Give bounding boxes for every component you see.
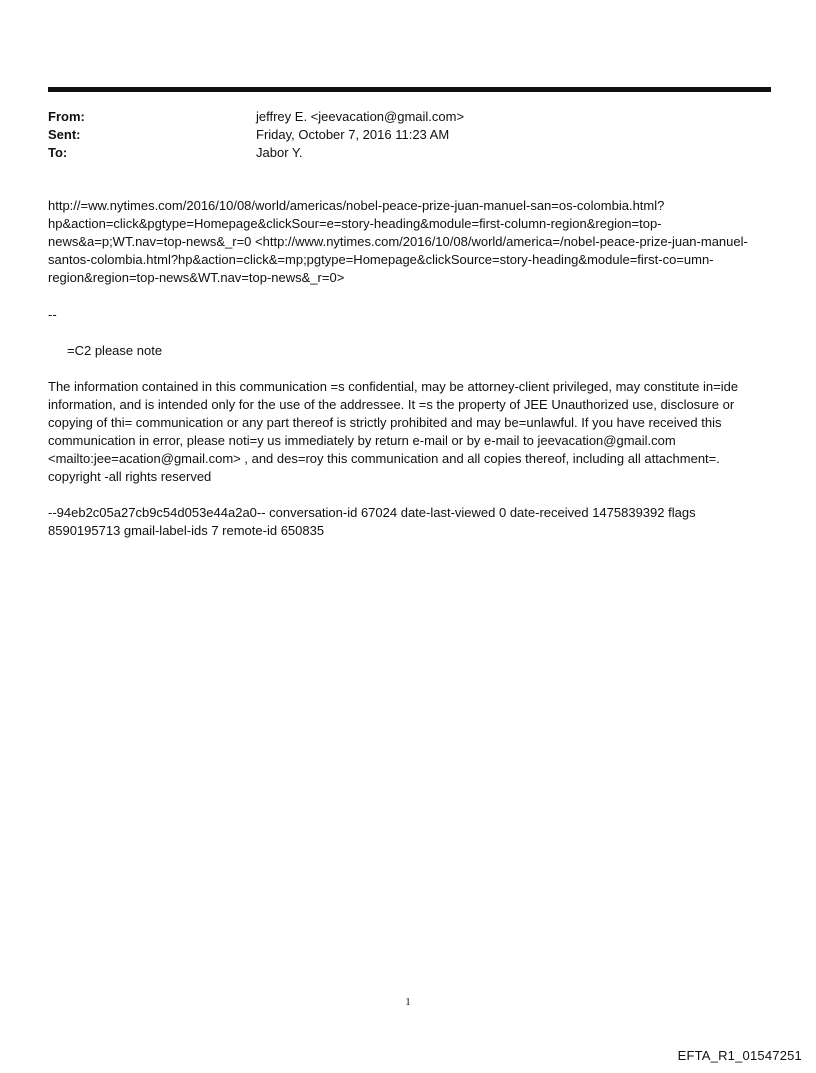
confidentiality-disclaimer: The information contained in this communication =s confidential, may be attorney-client privileged, may constitute in=ide information, and is intended only for the use of the addressee. It =s the property of JEE Unauthorized use, disclosure or copying of thi= communication or any part thereof is strictly prohibited and may be=unlawful. If you have received this communication in error, please noti=y us immediately by return e-mail or by e-mail to jeevacation@gmail.com <mailto:jee=acation@gmail.com> , and des=roy this communication and all copies thereof, including all attachment=. copyright -all rights reserved: [48, 379, 739, 484]
header-divider: [48, 87, 771, 92]
to-label: To:: [48, 145, 68, 160]
sent-label: Sent:: [48, 127, 81, 142]
sent-value: Friday, October 7, 2016 11:23 AM: [256, 127, 450, 142]
message-metadata: --94eb2c05a27cb9c54d053e44a2a0-- conversation-id 67024 date-last-viewed 0 date-received 1475839392 flags 8590195713 gmail-label-ids 7 remote-id 650835: [48, 505, 696, 538]
signature-separator: --: [48, 307, 57, 322]
article-url: http://=ww.nytimes.com/2016/10/08/world/americas/nobel-peace-prize-juan-manuel-san=os-colombia.html?hp&action=click&pgtype=Homepage&clickSour=e=story-heading&module=first-column-region&region=top-news&a=p;WT.nav=top-news&_r=0 <http://www.nytimes.com/2016/10/08/world/america=/nobel-peace-prize-juan-manuel-santos-colombia.html?hp&action=click&=mp;pgtype=Homepage&clickSource=story-heading&module=first-co=umn-region&region=top-news&WT.nav=top-news&_r=0>: [48, 198, 748, 285]
from-value: jeffrey E. <jeevacation@gmail.com>: [256, 109, 465, 124]
from-row: [48, 108, 771, 126]
page-number: 1: [405, 996, 411, 1008]
to-value: Jabor Y.: [256, 145, 303, 160]
email-header: [48, 108, 771, 162]
bates-number: EFTA_R1_01547251: [677, 1048, 802, 1063]
sent-row: [48, 126, 771, 144]
please-note: =C2 please note: [67, 343, 163, 358]
from-label: From:: [48, 109, 85, 124]
to-row: [48, 144, 771, 162]
